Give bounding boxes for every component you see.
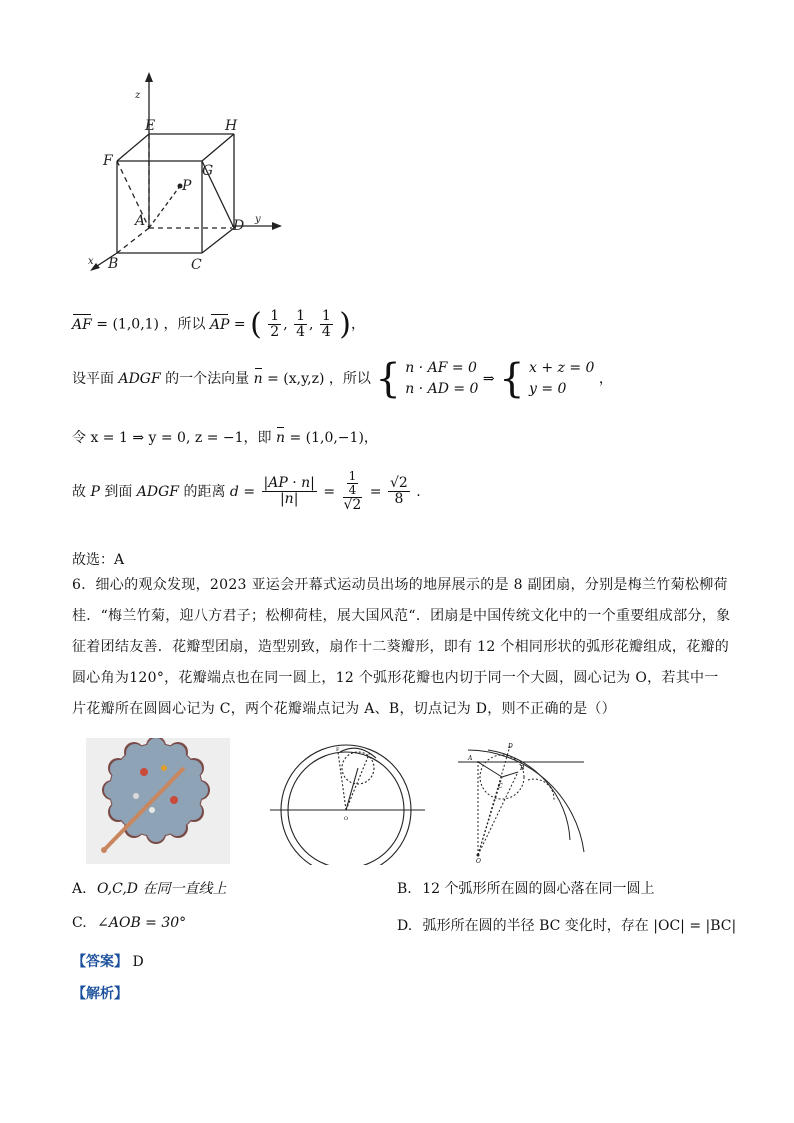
label-x: x (88, 256, 94, 267)
system-2: x + z = 0 y = 0 (529, 360, 595, 397)
label-F: F (103, 153, 113, 169)
label-H: H (225, 118, 238, 134)
plane-name: ADGF (118, 371, 161, 387)
distance-d: d (229, 483, 239, 500)
solution-line-2: 设平面 ADGF 的一个法向量 n = (x,y,z) ，所以 { n · AF = 0 n · AD = 0 ⇒ { x + z = 0 y = 0 ， (72, 356, 613, 402)
answer-value: D (132, 954, 144, 970)
option-d[interactable]: D. 弧形所在圆的半径 BC 变化时，存在 |OC| = |BC| (397, 918, 737, 934)
svg-text:A: A (468, 755, 473, 762)
option-a[interactable]: A. O,C,D 在同一直线上 (72, 881, 227, 897)
label-B: B (108, 256, 119, 272)
ap-frac-2: $\frac{1}{4}$ (296, 307, 306, 340)
normal-value: = (1,0,−1)， (289, 430, 378, 446)
label-D: D (233, 218, 245, 234)
option-c[interactable]: C. ∠AOB = 30° (72, 915, 187, 931)
ap-frac-3: $\frac{1}{4}$ (321, 307, 331, 340)
ap-eq: = (233, 316, 246, 333)
svg-text:B: B (520, 765, 525, 772)
label-A: A (135, 213, 146, 229)
label-y: y (255, 214, 261, 225)
svg-text:D: D (508, 743, 513, 750)
so-text-1: ，所以 (163, 316, 206, 333)
solution-line-3 (72, 427, 378, 447)
analysis-line (72, 983, 128, 1003)
svg-text:C: C (498, 783, 503, 790)
vector-ap: AP (209, 316, 230, 333)
svg-text:O: O (344, 816, 349, 822)
label-C: C (191, 257, 202, 273)
petal-detail-diagram (458, 740, 588, 865)
implies-symbol: ⇒ (482, 371, 495, 387)
label-P: P (182, 178, 192, 194)
analysis-tag: 【解析】 (72, 986, 128, 1002)
normal-eq: = (x,y,z) (267, 371, 325, 387)
answer-tag: 【答案】 (72, 954, 128, 970)
label-E: E (145, 118, 156, 134)
svg-text:O: O (476, 858, 481, 865)
option-b[interactable]: B. 12 个弧形所在圆的圆心落在同一圆上 (397, 881, 655, 897)
choose-line: 故选：A (72, 552, 125, 568)
solution-line-1: AF = (1,0,1) ，所以 AP = ( $\frac{1}{2}$ , $\frac{1}{4}$ , $\frac{1}{4}$ )， (72, 307, 366, 342)
line2-prefix: 设平面 (72, 371, 114, 387)
system-1: n · AF = 0 n · AD = 0 (405, 360, 479, 397)
answer-line (72, 951, 144, 971)
label-z: z (135, 90, 141, 101)
line2-mid: 的一个法向量 (165, 371, 250, 387)
af-value: = (1,0,1) (96, 316, 160, 333)
fan-circle-diagram (270, 740, 430, 865)
solution-line-4: 故 P 到面 ADGF 的距离 d = $\frac{|AP \cdot n|}{|n|}$ = $\frac{\frac{1}{4}}{√2}$ = $\frac{√2}{8}$ . (72, 469, 421, 514)
normal-vector-2: n (275, 430, 285, 446)
fan-photo (86, 738, 230, 864)
normal-vector: n (253, 371, 263, 387)
svg-text:F: F (336, 747, 340, 753)
ap-frac-1: $\frac{1}{2}$ (270, 307, 280, 340)
cube-figure (72, 68, 292, 283)
label-G: G (202, 163, 214, 179)
distance-frac-2: $\frac{\frac{1}{4}}{√2}$ (343, 469, 362, 514)
vector-af: AF (72, 316, 92, 333)
distance-frac-3: $\frac{√2}{8}$ (389, 474, 408, 508)
so-text-2: ，所以 (328, 371, 371, 387)
line3-text: 令 x = 1 ⇒ y = 0, z = −1，即 (72, 430, 272, 446)
distance-frac-1: $\frac{|AP \cdot n|}{|n|}$ (263, 474, 315, 508)
question-6-text: 6．细心的观众发现，2023 亚运会开幕式运动员出场的地屏展示的是 8 副团扇，分别是梅兰竹菊松柳荷桂．“梅兰竹菊，迎八方君子；松柳荷桂，展大国风范“．团扇是中国传统文化中的一个重要组成部分，象征着团结友善．花瓣型团扇，造型别致，扇作十二葵瓣形，即有 12 个相同形状的弧形花瓣组成，花瓣的圆心角为120°，花瓣端点也在同一圆上，12 个弧形花瓣也内切于同一个大圆，圆心记为 O，若其中一片花瓣所在圆圆心记为 C，两个花瓣端点记为 A、B，切点记为 D，则不正确的是（） (72, 577, 731, 717)
